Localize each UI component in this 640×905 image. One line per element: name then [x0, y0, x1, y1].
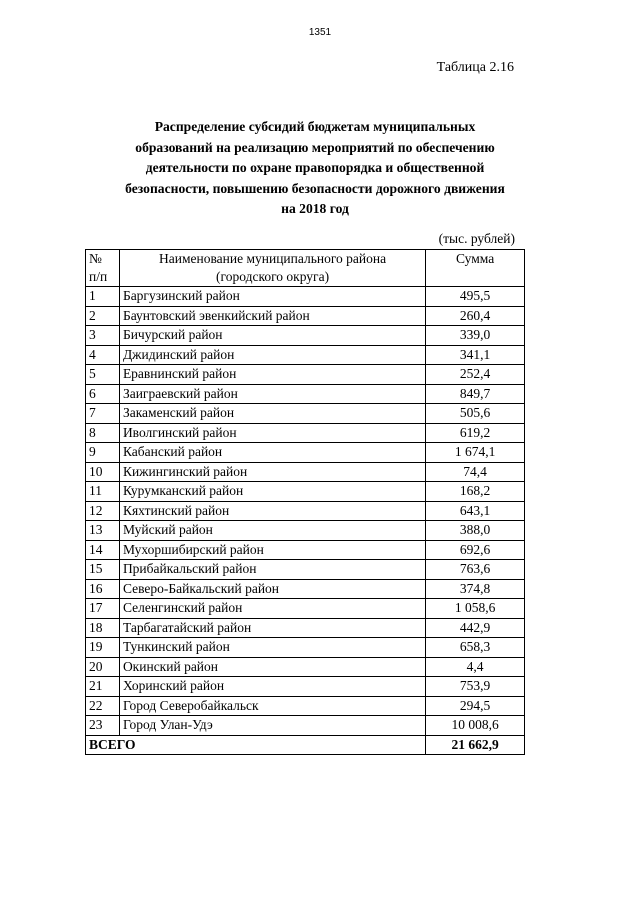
- subsidy-table: [85, 249, 525, 755]
- row-district-name: Баргузинский район: [119, 287, 425, 307]
- title-line: Распределение субсидий бюджетам муниципальных: [154, 119, 476, 134]
- row-district-name: Тарбагатайский район: [119, 618, 425, 638]
- row-number: 16: [86, 579, 120, 599]
- row-district-name: Город Северобайкальск: [119, 696, 425, 716]
- header-number: [86, 250, 120, 287]
- row-number: 3: [86, 326, 120, 346]
- table-row: [86, 501, 525, 521]
- row-sum: 495,5: [426, 287, 525, 307]
- row-number: 11: [86, 482, 120, 502]
- table-row: [86, 560, 525, 580]
- table-row: [86, 462, 525, 482]
- table-row: [86, 345, 525, 365]
- row-number: 17: [86, 599, 120, 619]
- row-sum: 619,2: [426, 423, 525, 443]
- table-row: [86, 306, 525, 326]
- row-district-name: Город Улан-Удэ: [119, 716, 425, 736]
- row-district-name: Хоринский район: [119, 677, 425, 697]
- document-title: [95, 117, 535, 220]
- table-header-row: [86, 250, 525, 287]
- row-sum: 753,9: [426, 677, 525, 697]
- table-row: [86, 384, 525, 404]
- row-number: 21: [86, 677, 120, 697]
- row-number: 9: [86, 443, 120, 463]
- row-district-name: Иволгинский район: [119, 423, 425, 443]
- header-sum: Сумма: [426, 250, 525, 287]
- table-row: [86, 365, 525, 385]
- row-district-name: Кижингинский район: [119, 462, 425, 482]
- row-sum: 374,8: [426, 579, 525, 599]
- row-number: 7: [86, 404, 120, 424]
- table-row: [86, 540, 525, 560]
- row-sum: 1 058,6: [426, 599, 525, 619]
- row-number: 22: [86, 696, 120, 716]
- row-district-name: Еравнинский район: [119, 365, 425, 385]
- row-number: 18: [86, 618, 120, 638]
- row-number: 4: [86, 345, 120, 365]
- row-sum: 260,4: [426, 306, 525, 326]
- row-district-name: Заиграевский район: [119, 384, 425, 404]
- row-district-name: Курумканский район: [119, 482, 425, 502]
- table-row: [86, 443, 525, 463]
- table-row: [86, 287, 525, 307]
- row-district-name: Окинский район: [119, 657, 425, 677]
- row-sum: 74,4: [426, 462, 525, 482]
- header-number-line1: №: [89, 251, 102, 266]
- header-number-line2: п/п: [89, 269, 108, 284]
- title-line: деятельности по охране правопорядка и общественной: [145, 160, 485, 175]
- row-sum: 388,0: [426, 521, 525, 541]
- row-district-name: Бичурский район: [119, 326, 425, 346]
- row-sum: 692,6: [426, 540, 525, 560]
- row-number: 20: [86, 657, 120, 677]
- row-district-name: Закаменский район: [119, 404, 425, 424]
- row-district-name: Прибайкальский район: [119, 560, 425, 580]
- title-line: на 2018 год: [281, 201, 349, 216]
- row-number: 19: [86, 638, 120, 658]
- row-district-name: Кабанский район: [119, 443, 425, 463]
- total-label: ВСЕГО: [86, 735, 426, 755]
- table-row: [86, 423, 525, 443]
- row-sum: 294,5: [426, 696, 525, 716]
- row-district-name: Тункинский район: [119, 638, 425, 658]
- page-number: 1351: [308, 27, 332, 38]
- table-label: Таблица 2.16: [436, 60, 514, 75]
- row-number: 8: [86, 423, 120, 443]
- row-sum: 658,3: [426, 638, 525, 658]
- row-number: 14: [86, 540, 120, 560]
- table-row: [86, 696, 525, 716]
- row-district-name: Селенгинский район: [119, 599, 425, 619]
- row-district-name: Мухоршибирский район: [119, 540, 425, 560]
- table-body: [86, 287, 525, 736]
- row-district-name: Северо-Байкальский район: [119, 579, 425, 599]
- table-row: [86, 326, 525, 346]
- total-row: [86, 735, 525, 755]
- row-number: 5: [86, 365, 120, 385]
- row-number: 12: [86, 501, 120, 521]
- row-number: 6: [86, 384, 120, 404]
- row-number: 2: [86, 306, 120, 326]
- row-number: 23: [86, 716, 120, 736]
- row-sum: 252,4: [426, 365, 525, 385]
- row-district-name: Кяхтинский район: [119, 501, 425, 521]
- row-sum: 849,7: [426, 384, 525, 404]
- table-row: [86, 618, 525, 638]
- row-sum: 10 008,6: [426, 716, 525, 736]
- row-sum: 442,9: [426, 618, 525, 638]
- row-sum: 643,1: [426, 501, 525, 521]
- row-district-name: Баунтовский эвенкийский район: [119, 306, 425, 326]
- row-district-name: Джидинский район: [119, 345, 425, 365]
- header-name: [119, 250, 425, 287]
- row-number: 15: [86, 560, 120, 580]
- units-label: (тыс. рублей): [438, 231, 515, 246]
- row-sum: 4,4: [426, 657, 525, 677]
- table-row: [86, 716, 525, 736]
- table-row: [86, 579, 525, 599]
- table-row: [86, 521, 525, 541]
- row-number: 13: [86, 521, 120, 541]
- row-sum: 168,2: [426, 482, 525, 502]
- table-row: [86, 677, 525, 697]
- table-row: [86, 657, 525, 677]
- row-sum: 505,6: [426, 404, 525, 424]
- header-name-line1: Наименование муниципального района: [158, 251, 387, 266]
- header-name-line2: (городского округа): [216, 269, 330, 284]
- table-row: [86, 404, 525, 424]
- row-sum: 763,6: [426, 560, 525, 580]
- table-row: [86, 482, 525, 502]
- row-district-name: Муйский район: [119, 521, 425, 541]
- row-sum: 1 674,1: [426, 443, 525, 463]
- table-row: [86, 638, 525, 658]
- row-sum: 341,1: [426, 345, 525, 365]
- table-row: [86, 599, 525, 619]
- row-number: 1: [86, 287, 120, 307]
- total-sum: 21 662,9: [426, 735, 525, 755]
- row-sum: 339,0: [426, 326, 525, 346]
- title-line: безопасности, повышению безопасности дорожного движения: [125, 180, 505, 196]
- title-line: образований на реализацию мероприятий по обеспечению: [135, 139, 495, 155]
- row-number: 10: [86, 462, 120, 482]
